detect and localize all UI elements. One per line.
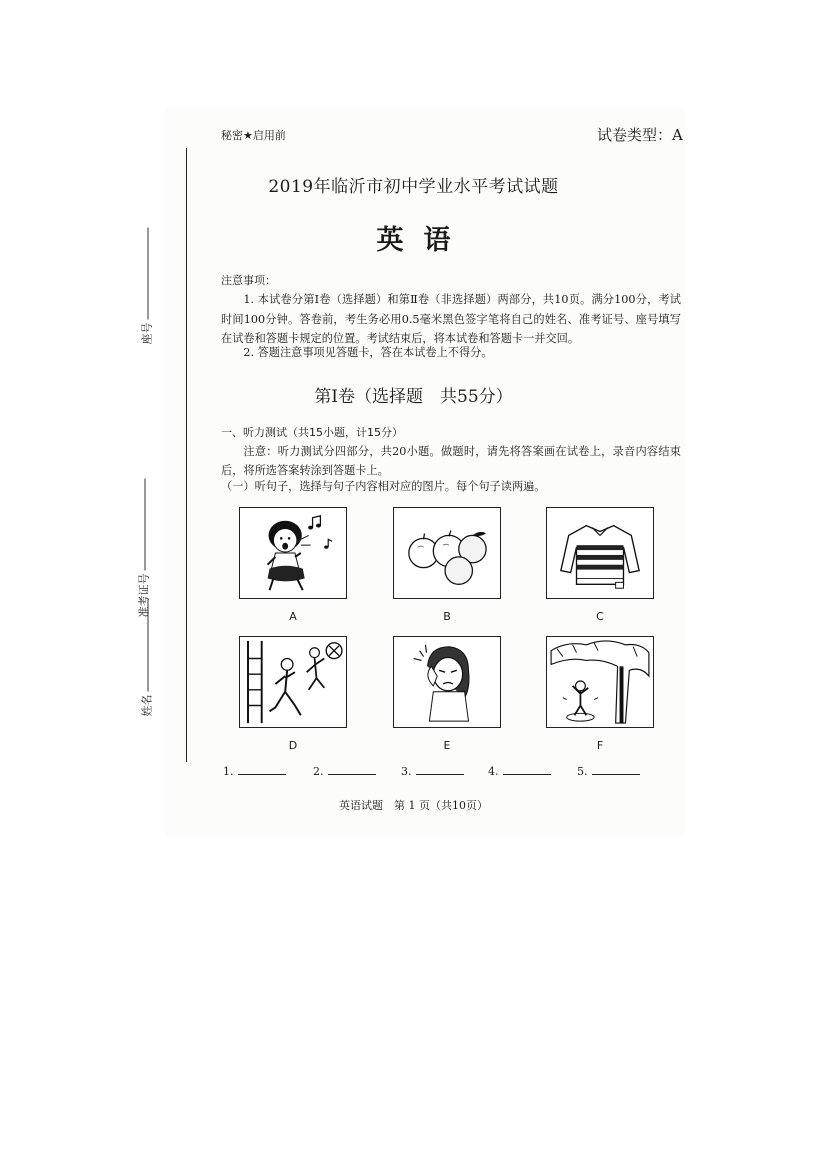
answer-blank-2-number: 2.: [313, 765, 324, 778]
name-line: [147, 600, 148, 692]
name-label: 姓名: [140, 694, 154, 717]
answer-blank-2[interactable]: [313, 764, 376, 778]
answer-blank-4[interactable]: [488, 764, 551, 778]
notice-item-2-text: 2. 答题注意事项见答题卡，答在本试卷上不得分。: [243, 346, 493, 359]
picture-b-label: B: [443, 610, 451, 623]
monkey-under-tree-icon: [547, 637, 653, 727]
answer-blank-5-line: [592, 764, 640, 775]
secret-label: 秘密★启用前: [221, 129, 286, 142]
answer-blank-1-line: [238, 764, 286, 775]
notice-item-2: [221, 343, 681, 363]
listening-sub-heading: （一）听句子，选择与句子内容相对应的图片。每个句子读两遍。: [221, 480, 546, 493]
answer-blank-3-number: 3.: [401, 765, 412, 778]
name-field[interactable]: [139, 600, 155, 717]
listening-note: 注意：听力测试分四部分，共20小题。做题时，请先将答案画在试卷上，录音内容结束后，将所选答案转涂到答题卡上。: [221, 445, 681, 477]
picture-b: [393, 507, 501, 599]
sweater-icon: [547, 508, 653, 598]
picture-e: [393, 636, 501, 728]
answer-blank-1[interactable]: [223, 764, 286, 778]
exam-id-label: 准考证号: [137, 573, 151, 618]
picture-c: [546, 507, 654, 599]
picture-e-label: E: [443, 739, 451, 752]
exam-id-line: [144, 479, 145, 571]
answer-blank-4-number: 4.: [488, 765, 499, 778]
answer-blank-2-line: [328, 764, 376, 775]
subject-title: 英语: [376, 225, 471, 256]
picture-a-label: A: [289, 610, 297, 623]
paper-type: 试卷类型：A: [597, 126, 683, 144]
notice-item-1-text: 1. 本试卷分第Ⅰ卷（选择题）和第Ⅱ卷（非选择题）两部分，共10页。满分100分，考试时间100分钟。答卷前，考生务必用0.5毫米黑色签字笔将自己的姓名、准考证号、座号填写在试卷和答题卡规定的位置。考试结束后，将本试卷和答题卡一并交回。: [221, 293, 681, 345]
running-on-stairs-prohibited-icon: [240, 637, 346, 727]
picture-d-label: D: [288, 739, 298, 752]
girl-with-headache-icon: [394, 637, 500, 727]
answer-blank-5-number: 5.: [577, 765, 588, 778]
exam-title: 2019年临沂市初中学业水平考试试题: [268, 177, 559, 197]
picture-f: [546, 636, 654, 728]
picture-d: [239, 636, 347, 728]
picture-c-label: C: [596, 610, 604, 623]
exam-id-field[interactable]: [136, 479, 152, 618]
seat-label: 座号: [140, 322, 154, 345]
picture-f-label: F: [596, 739, 604, 752]
girl-singing-icon: [240, 508, 346, 598]
answer-blank-3[interactable]: [401, 764, 464, 778]
picture-a: [239, 507, 347, 599]
part-one-heading: 一、听力测试（共15小题，计15分）: [221, 426, 403, 439]
page-footer: 英语试题 第 1 页（共10页）: [339, 799, 488, 812]
answer-blank-3-line: [416, 764, 464, 775]
section-title: 第Ⅰ卷（选择题 共55分）: [314, 387, 513, 407]
apples-and-oranges-icon: [394, 508, 500, 598]
answer-blank-4-line: [503, 764, 551, 775]
notice-heading: 注意事项：: [221, 274, 276, 287]
answer-blank-5[interactable]: [577, 764, 640, 778]
notice-item-1: [221, 290, 681, 349]
answer-blank-1-number: 1.: [223, 765, 234, 778]
